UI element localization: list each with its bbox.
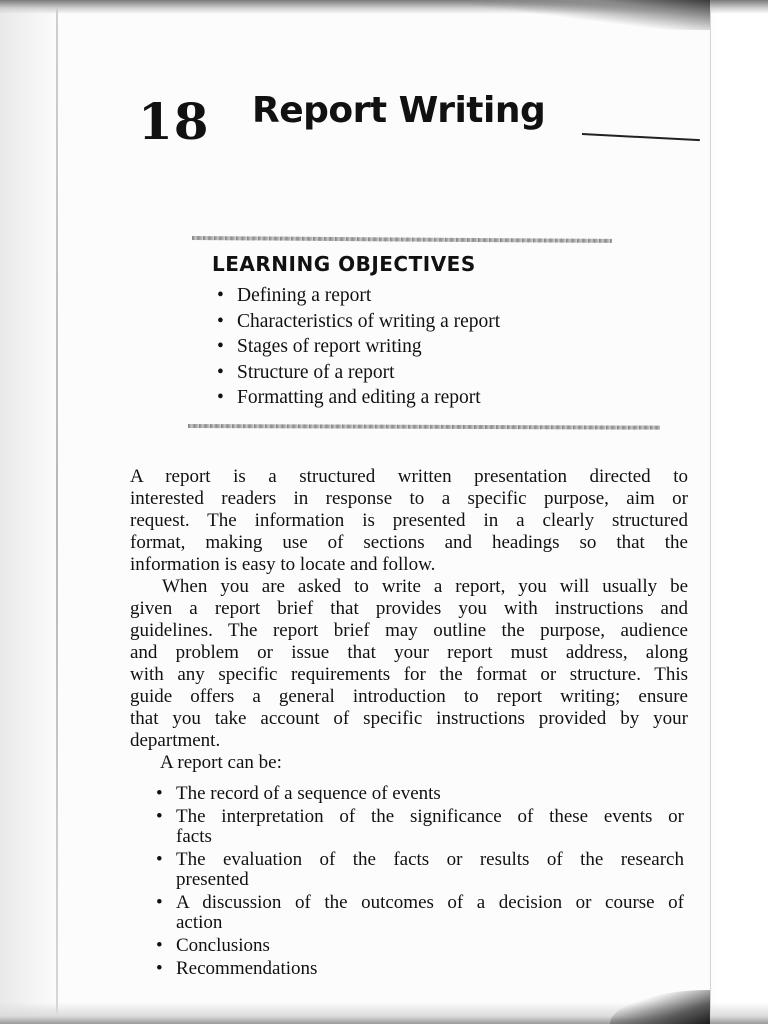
page-right-edge xyxy=(710,0,711,1024)
bullet-icon: • xyxy=(217,285,224,306)
report-types-list xyxy=(156,784,684,982)
list-item xyxy=(156,850,684,890)
list-item-text: Recommendations xyxy=(176,958,318,979)
paragraph-2 xyxy=(130,576,688,752)
objective-item xyxy=(217,334,500,360)
list-item xyxy=(156,936,684,956)
list-item-continuation: action xyxy=(176,912,223,933)
text-line: and problem or issue that your report must address, along xyxy=(130,642,688,663)
text-line: A report is a structured written presentation directed to xyxy=(130,466,688,487)
objective-text: Defining a report xyxy=(237,285,372,306)
objective-item xyxy=(217,283,500,309)
page-top-right-shadow xyxy=(470,0,710,30)
text-line: request. The information is presented in a clearly structured xyxy=(130,510,688,531)
list-intro: A report can be: xyxy=(160,752,282,773)
bullet-icon: • xyxy=(156,849,163,870)
chapter-title: Report Writing xyxy=(252,90,546,131)
learning-objectives-heading: LEARNING OBJECTIVES xyxy=(212,252,476,276)
list-item-text: The record of a sequence of events xyxy=(176,783,441,804)
body-text xyxy=(130,466,688,752)
bullet-icon: • xyxy=(156,892,163,913)
text-line: guide offers a general introduction to report writing; ensure xyxy=(130,686,688,707)
list-item-continuation: presented xyxy=(176,869,249,890)
objective-text: Characteristics of writing a report xyxy=(237,310,501,332)
list-item-text: A discussion of the outcomes of a decision or course of xyxy=(176,892,684,913)
text-line: that you take account of specific instructions provided by your xyxy=(130,708,688,729)
bullet-icon: • xyxy=(156,958,163,979)
bullet-icon: • xyxy=(217,336,224,357)
page-right-margin xyxy=(708,0,768,1024)
list-item xyxy=(156,807,684,847)
text-line: interested readers in response to a specific purpose, aim or xyxy=(130,488,688,509)
objective-text: Formatting and editing a report xyxy=(237,387,481,408)
bullet-icon: • xyxy=(156,783,163,804)
title-underline-rule xyxy=(582,133,700,141)
objective-item xyxy=(217,360,500,386)
text-line: information is easy to locate and follow. xyxy=(130,554,436,575)
text-line: When you are asked to write a report, you will usually be xyxy=(162,576,688,597)
list-item xyxy=(156,893,684,933)
text-line: guidelines. The report brief may outline the purpose, audience xyxy=(130,620,688,641)
paragraph-1 xyxy=(130,466,688,576)
list-item-text: The interpretation of the significance of these events or xyxy=(176,806,684,827)
bullet-icon: • xyxy=(156,806,163,827)
list-item-text: The evaluation of the facts or results of the research xyxy=(176,849,684,870)
chapter-number: 18 xyxy=(138,92,210,151)
objective-text: Stages of report writing xyxy=(237,336,422,357)
list-item-continuation: facts xyxy=(176,826,212,847)
objectives-bottom-rule xyxy=(188,424,660,430)
page-binding-edge xyxy=(56,0,58,1024)
bullet-icon: • xyxy=(156,935,163,956)
list-item-text: Conclusions xyxy=(176,935,270,956)
learning-objectives-list xyxy=(217,283,500,411)
list-item xyxy=(156,959,684,979)
bullet-icon: • xyxy=(217,310,224,332)
page-left-shadow xyxy=(0,0,60,1024)
objectives-top-rule xyxy=(192,236,612,243)
text-line: given a report brief that provides you with instructions and xyxy=(130,598,688,619)
text-line: format, making use of sections and headings so that the xyxy=(130,532,688,553)
bullet-icon: • xyxy=(217,361,224,383)
objective-item xyxy=(217,309,500,335)
objective-item xyxy=(217,385,500,411)
text-line: department. xyxy=(130,730,221,751)
list-item xyxy=(156,784,684,804)
text-line: with any specific requirements for the format or structure. This xyxy=(130,664,688,685)
objective-text: Structure of a report xyxy=(237,361,395,383)
bullet-icon: • xyxy=(217,387,224,408)
page-bottom-right-shadow xyxy=(610,990,710,1024)
